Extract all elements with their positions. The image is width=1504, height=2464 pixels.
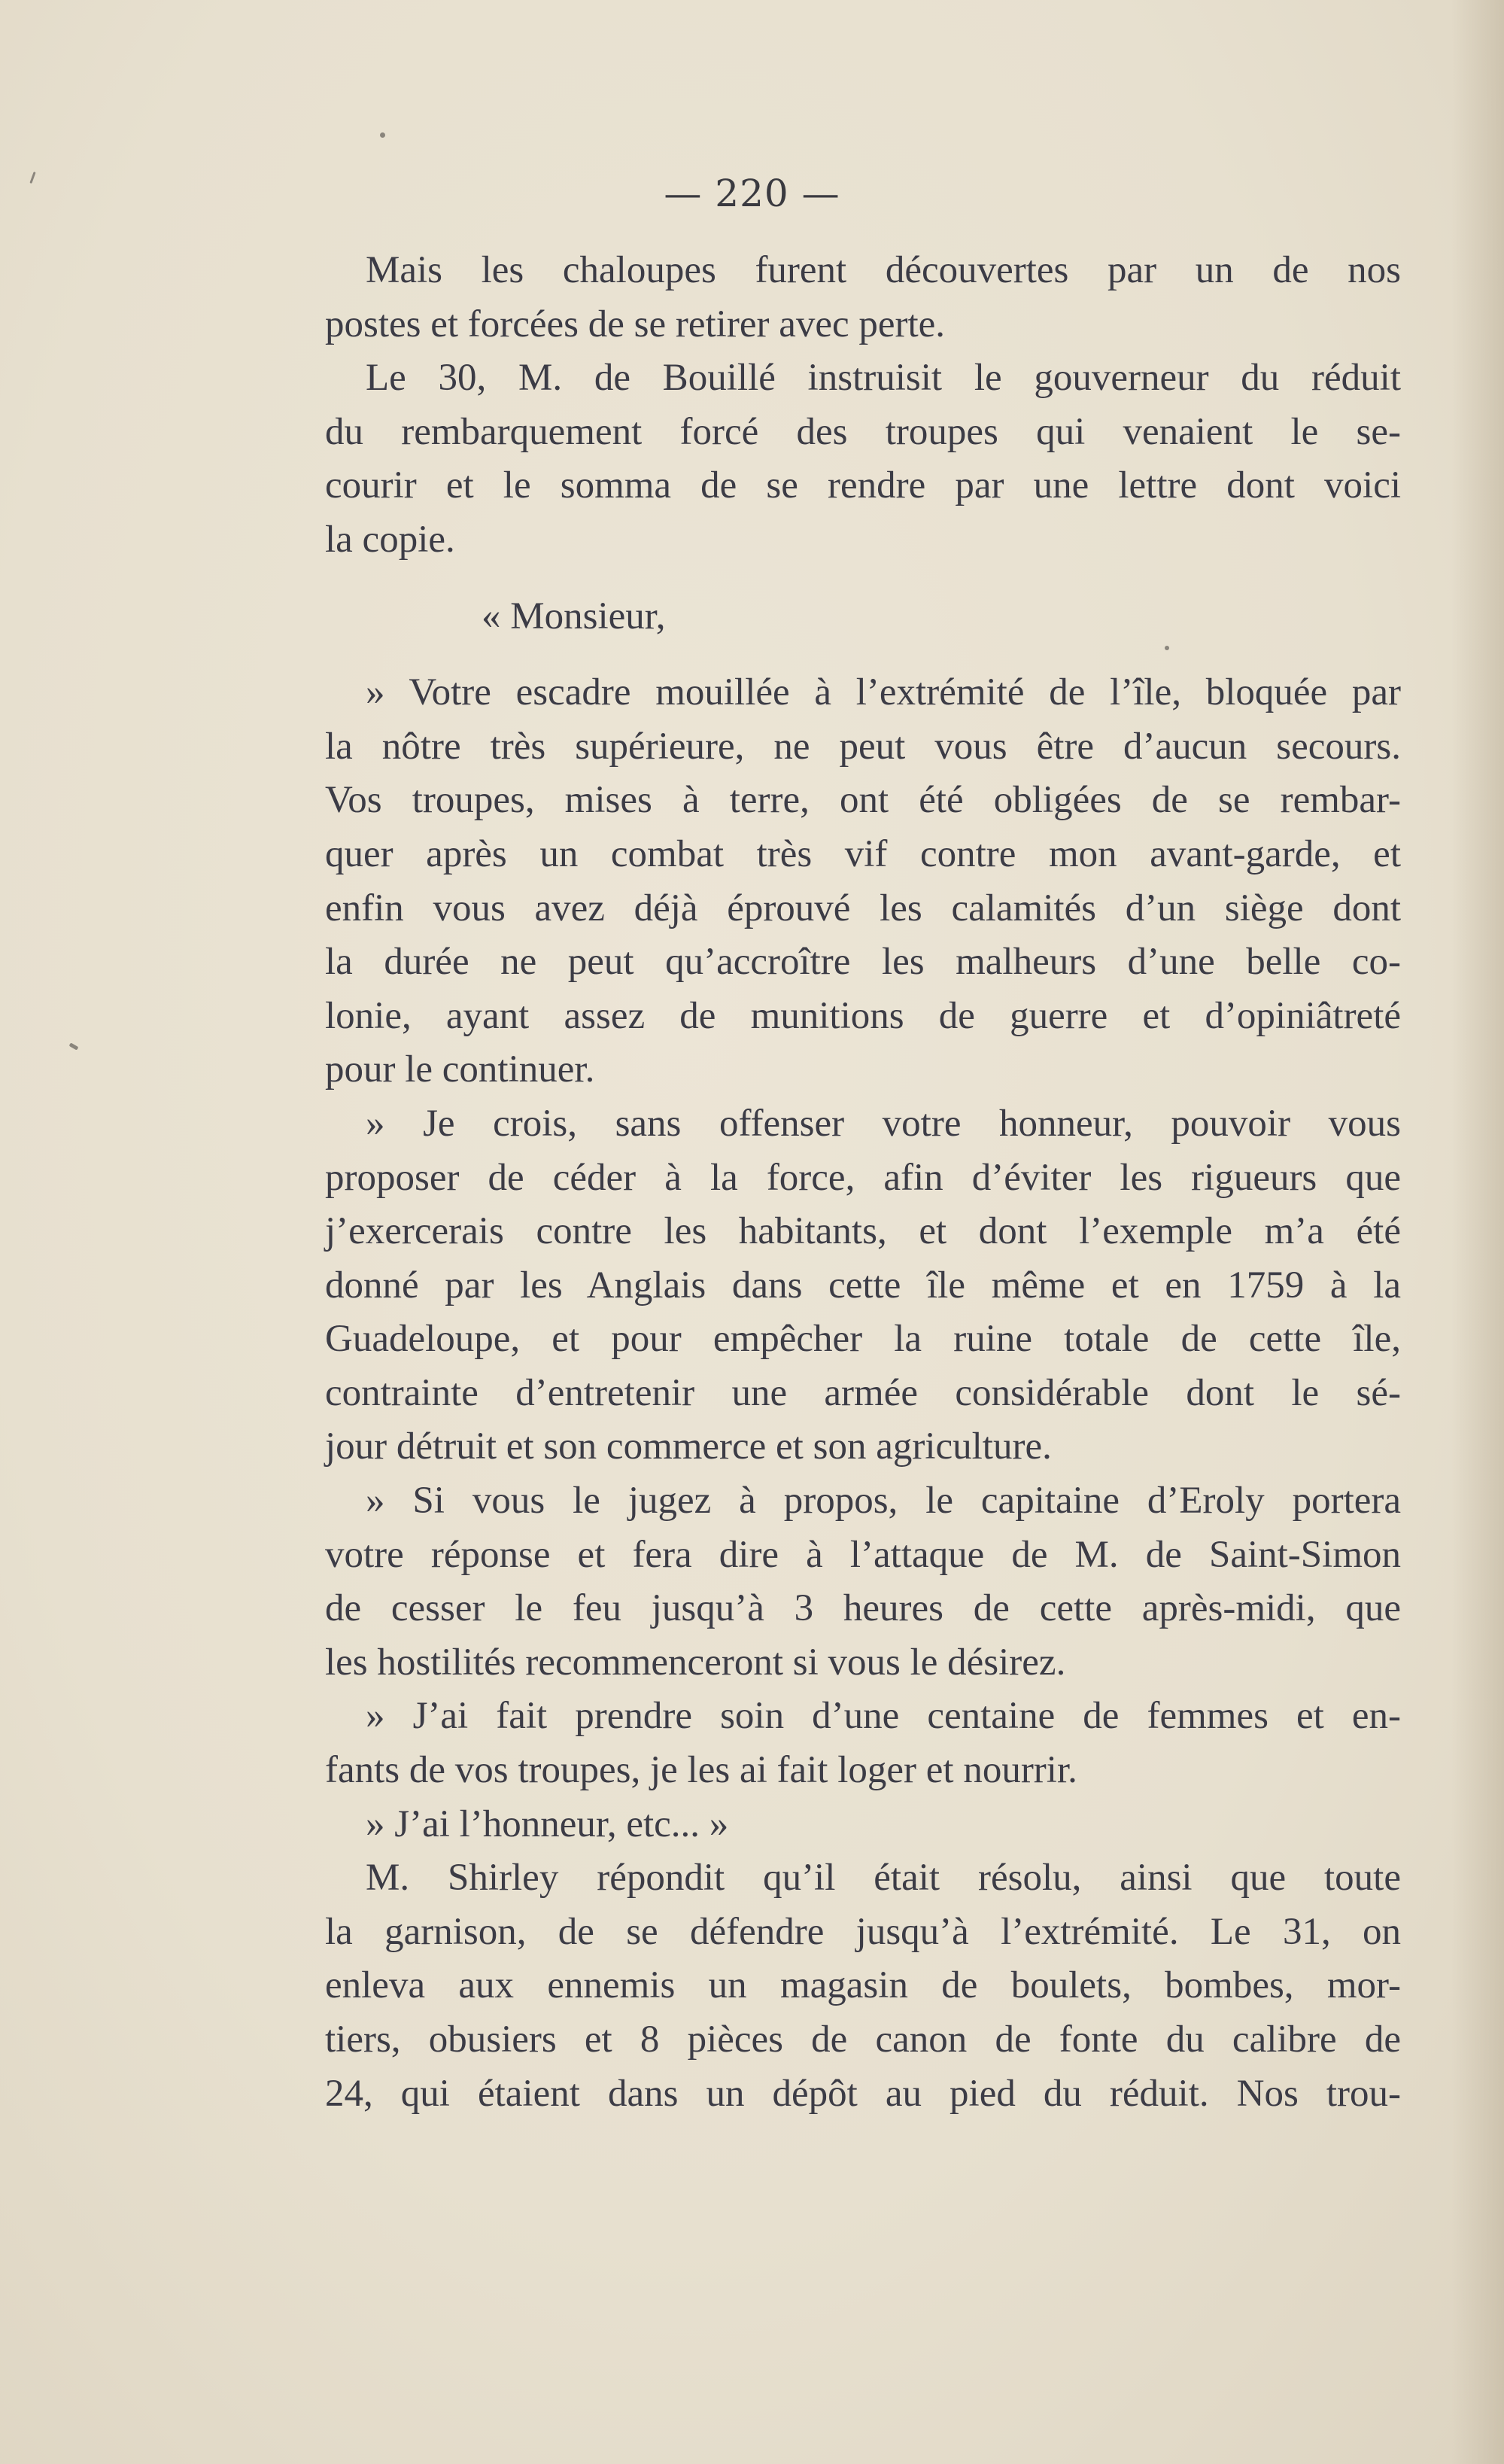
- text-line: postes et forcées de se retirer avec perte.: [325, 303, 946, 345]
- text-line: quer après un combat très vif contre mon avant-garde, et: [325, 832, 1401, 875]
- text-line: courir et le somma de se rendre par une lettre dont voici: [325, 464, 1401, 507]
- text-line: » Si vous le jugez à propos, le capitaine d’Eroly portera: [366, 1480, 1401, 1523]
- text-line: » Je crois, sans offenser votre honneur, pouvoir vous: [366, 1102, 1401, 1145]
- text-line: la durée ne peut qu’accroître les malheurs d’une belle co-: [325, 941, 1401, 984]
- text-line: Mais les chaloupes furent découvertes par un de nos: [366, 249, 1401, 291]
- page-number: — 220 —: [664, 172, 840, 215]
- text-line: Le 30, M. de Bouillé instruisit le gouverneur du réduit: [366, 357, 1401, 400]
- text-line: donné par les Anglais dans cette île même et en 1759 à la: [325, 1264, 1401, 1307]
- text-line: 24, qui étaient dans un dépôt au pied du réduit. Nos trou-: [325, 2072, 1401, 2115]
- text-line: votre réponse et fera dire à l’attaque de M. de Saint-Simon: [325, 1533, 1401, 1576]
- letter-salutation: « Monsieur,: [482, 595, 666, 637]
- text-line: » J’ai l’honneur, etc... »: [366, 1802, 729, 1845]
- text-line: enfin vous avez déjà éprouvé les calamités d’un siège dont: [325, 887, 1401, 929]
- text-line: les hostilités recommenceront si vous le désirez.: [325, 1641, 1066, 1684]
- text-line: contrainte d’entretenir une armée considérable dont le sé-: [325, 1371, 1401, 1414]
- text-line: proposer de céder à la force, afin d’éviter les rigueurs que: [325, 1156, 1401, 1199]
- text-line: enleva aux ennemis un magasin de boulets, bombes, mor-: [325, 1964, 1401, 2007]
- text-line: j’exercerais contre les habitants, et dont l’exemple m’a été: [325, 1210, 1401, 1253]
- paper-speck: [69, 1042, 79, 1050]
- text-line: la copie.: [325, 518, 455, 561]
- text-line: fants de vos troupes, je les ai fait loger et nourrir.: [325, 1749, 1077, 1792]
- text-line: M. Shirley répondit qu’il était résolu, ainsi que toute: [366, 1857, 1401, 1900]
- text-line: du rembarquement forcé des troupes qui venaient le se-: [325, 410, 1401, 453]
- spacer: [325, 567, 1401, 590]
- text-line: tiers, obusiers et 8 pièces de canon de fonte du calibre de: [325, 2018, 1401, 2061]
- text-line: » Votre escadre mouillée à l’extrémité de l’île, bloquée par: [366, 671, 1401, 714]
- body-text: [325, 244, 1401, 2121]
- text-line: jour détruit et son commerce et son agriculture.: [325, 1425, 1052, 1468]
- spacer: [325, 643, 1401, 666]
- text-line: Vos troupes, mises à terre, ont été obligées de se rembar-: [325, 779, 1401, 822]
- text-line: » J’ai fait prendre soin d’une centaine de femmes et en-: [366, 1695, 1401, 1738]
- text-line: la nôtre très supérieure, ne peut vous être d’aucun secours.: [325, 725, 1401, 768]
- text-line: lonie, ayant assez de munitions de guerre et d’opiniâtreté: [325, 994, 1401, 1037]
- text-line: la garnison, de se défendre jusqu’à l’extrémité. Le 31, on: [325, 1910, 1401, 1953]
- page-edge-shadow: [1451, 0, 1504, 2464]
- paper-speck: [380, 132, 385, 138]
- text-line: Guadeloupe, et pour empêcher la ruine totale de cette île,: [325, 1318, 1401, 1361]
- text-line: pour le continuer.: [325, 1048, 595, 1091]
- text-line: de cesser le feu jusqu’à 3 heures de cette après-midi, que: [325, 1587, 1401, 1630]
